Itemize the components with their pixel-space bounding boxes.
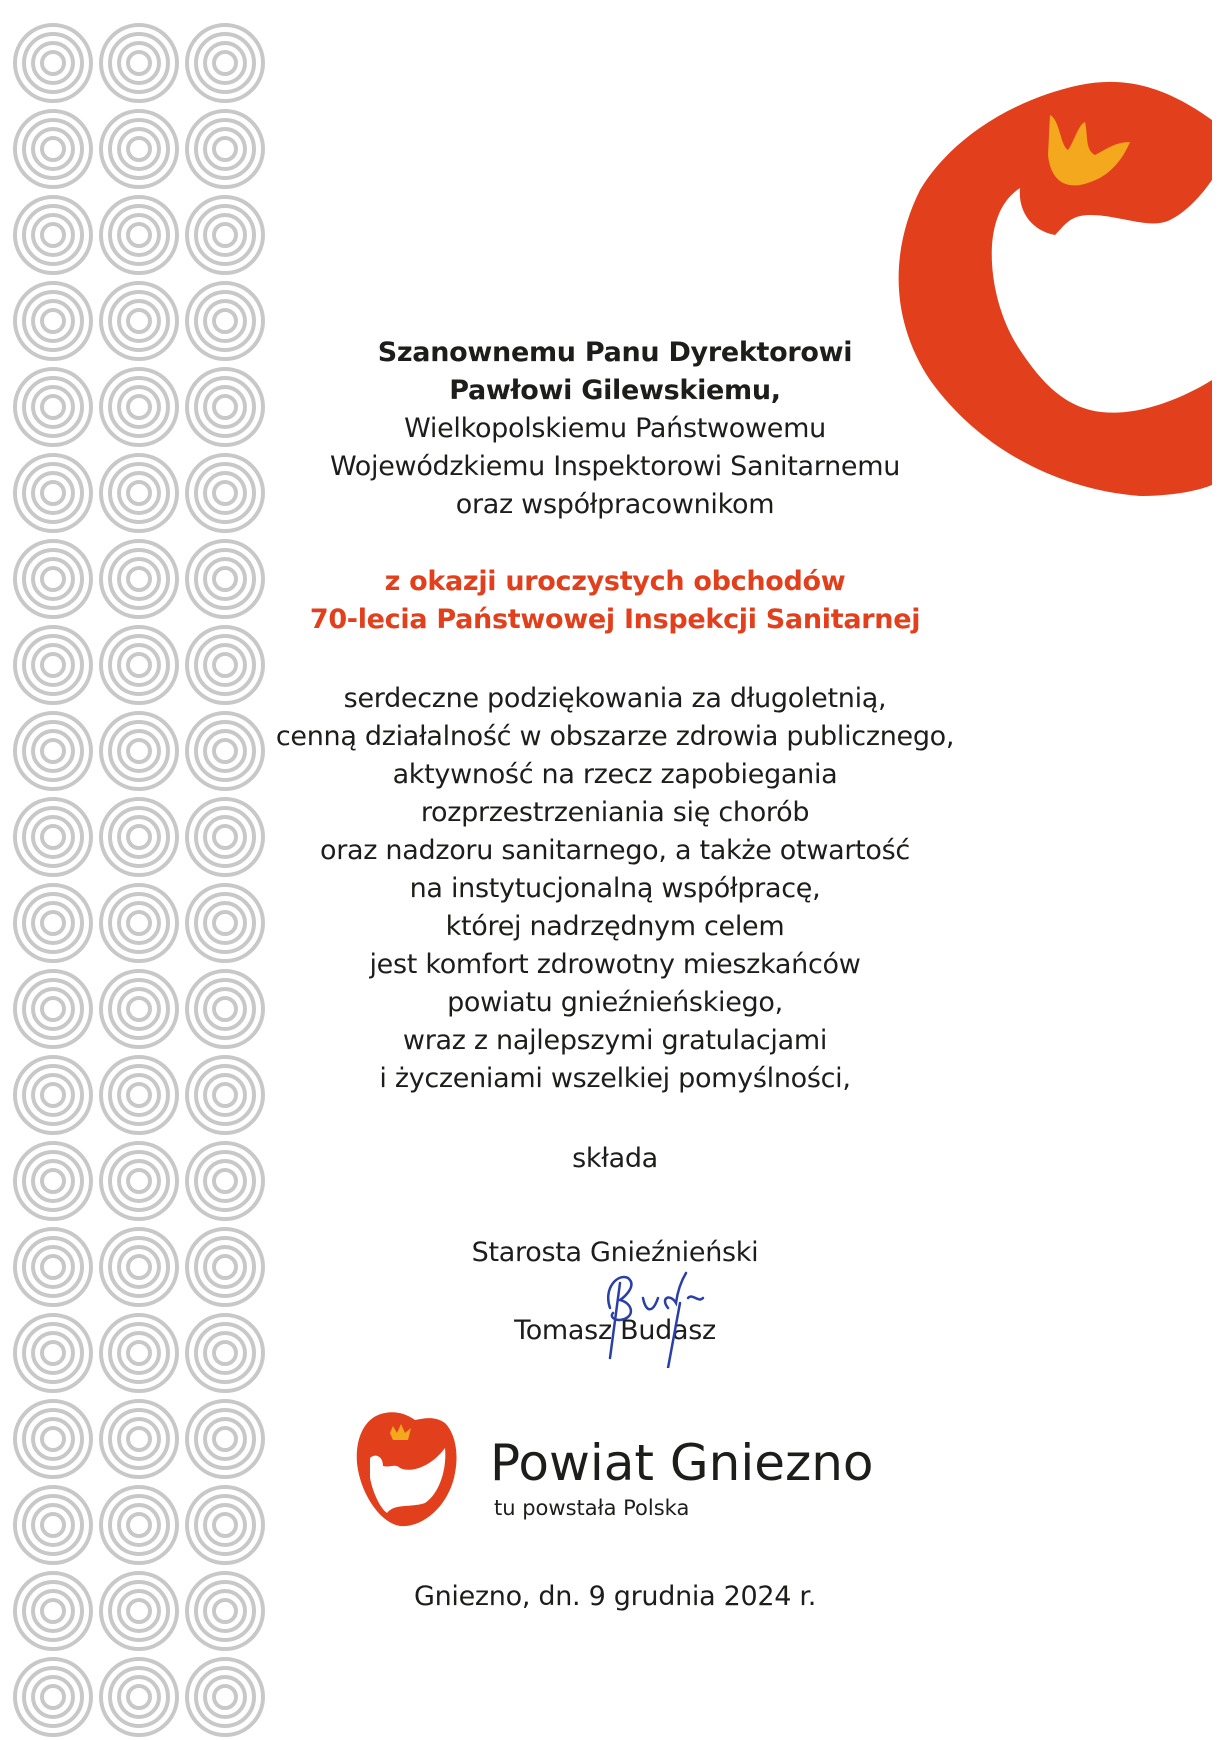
date-block — [230, 1578, 1000, 1616]
body-block — [230, 680, 1000, 1098]
body-line: rozprzestrzeniania się chorób — [420, 797, 810, 828]
addressee-line: Szanownemu Panu Dyrektorowi — [377, 337, 853, 368]
body-line: serdeczne podziękowania za długoletnią, — [343, 683, 887, 714]
occasion-line: z okazji uroczystych obchodów — [384, 566, 846, 597]
addressee-line: Wielkopolskiemu Państwowemu — [404, 413, 826, 444]
date-line: Gniezno, dn. 9 grudnia 2024 r. — [413, 1581, 817, 1612]
addressee-block — [230, 334, 1000, 524]
handwritten-signature — [598, 1268, 718, 1368]
addressee-line: Pawłowi Gilewskiemu, — [449, 375, 781, 406]
powiat-heart-logo-small — [355, 1408, 460, 1528]
body-line: której nadrzędnym celem — [445, 911, 785, 942]
brand-tagline: tu powstała Polska — [494, 1496, 690, 1520]
body-line: jest komfort zdrowotny mieszkańców — [369, 949, 861, 980]
addressee-line: Wojewódzkiemu Inspektorowi Sanitarnemu — [329, 451, 901, 482]
closing-text: składa — [572, 1143, 658, 1174]
brand-name: Powiat Gniezno — [490, 1434, 874, 1492]
body-line: i życzeniami wszelkiej pomyślności, — [379, 1063, 851, 1094]
occasion-block — [230, 563, 1000, 639]
occasion-line: 70-lecia Państwowej Inspekcji Sanitarnej — [309, 604, 921, 635]
signatory-title: Starosta Gnieźnieński — [471, 1237, 759, 1268]
body-line: aktywność na rzecz zapobiegania — [392, 759, 838, 790]
addressee-line: oraz współpracownikom — [455, 489, 775, 520]
closing-block — [230, 1140, 1000, 1178]
body-line: cenną działalność w obszarze zdrowia publicznego, — [275, 721, 955, 752]
body-line: powiatu gnieźnieńskiego, — [447, 987, 783, 1018]
signatory-title-block — [230, 1234, 1000, 1272]
body-line: oraz nadzoru sanitarnego, a także otwartość — [320, 835, 910, 866]
body-line: wraz z najlepszymi gratulacjami — [402, 1025, 828, 1056]
signatory-name: Tomasz Budasz — [514, 1315, 716, 1346]
body-line: na instytucjonalną współpracę, — [409, 873, 821, 904]
